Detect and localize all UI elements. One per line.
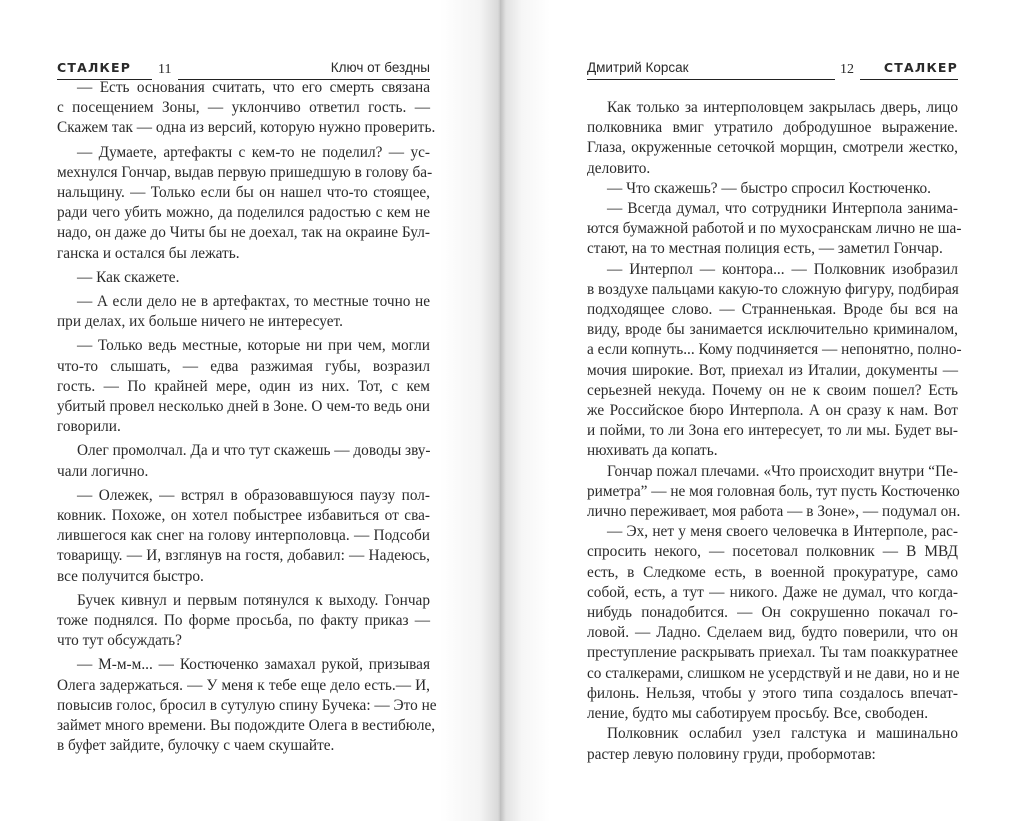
text-line: — А если дело не в артефактах, то местные точно не — [77, 293, 430, 311]
paragraph — [57, 292, 430, 332]
text-line: а если копнуть... Кому подчиняется — непонятно, полно- — [587, 341, 962, 359]
text-line: — Думаете, артефакты с кем-то не поделил? — ус- — [77, 143, 430, 161]
text-line: надо, он даже до Читы бы не доехал, так на окраине Бул- — [57, 224, 430, 242]
paragraph — [587, 179, 958, 199]
text-line: нибудь понадобится. — Он сокрушенно покачал го- — [587, 604, 958, 622]
text-line: чали логично. — [57, 462, 149, 480]
series-title: СТАЛКЕР — [860, 59, 958, 80]
page-number: 12 — [840, 62, 854, 77]
text-line: — Всегда думал, что сотрудники Интерпола занима- — [607, 200, 958, 218]
text-line: стают, на то местная полиция есть, — заметил Гончар. — [587, 240, 943, 258]
text-line: все получится быстро. — [57, 567, 204, 585]
text-line: растер левую половину груди, пробормотав: — [587, 745, 876, 763]
text-line: ради чего убить можно, да поделился радостью с кем не — [57, 204, 430, 222]
paragraph — [587, 260, 962, 462]
paragraph — [57, 336, 430, 437]
text-line: при делах, их больше ничего не интересует. — [57, 313, 343, 331]
paragraph — [587, 199, 962, 260]
text-line: мочия широкие. Вот, приехал из Италии, документы — — [587, 361, 958, 379]
paragraph — [57, 268, 430, 288]
paragraph — [57, 655, 437, 756]
right-page — [500, 0, 1015, 821]
text-line: — М-м-м... — Костюченко замахал рукой, призывая — [77, 656, 430, 674]
text-line: нюхивать да копать. — [587, 442, 718, 460]
text-line: — Что скажешь? — быстро спросил Костюченко. — [607, 179, 931, 197]
page-number: 11 — [158, 62, 172, 77]
paragraph — [57, 143, 433, 264]
left-page — [0, 0, 500, 821]
text-line: подходящее слово. — Странненькая. Вроде бы вся на — [587, 301, 958, 319]
author-name: Дмитрий Корсак — [587, 59, 835, 80]
text-line: с посещением Зоны, — уклончиво ответил гость. — — [57, 99, 430, 117]
text-line: виду, вроде бы занимается исключительно криминалом, — [587, 321, 958, 339]
text-line: убитый провел несколько дней в Зоне. О чем-то ведь они — [57, 398, 430, 416]
text-line: ловой. — Ладно. Сделаем вид, будто поверили, что он — [587, 624, 958, 642]
text-line: тоже поднялся. По форме просьба, по факту приказ — — [57, 612, 430, 630]
text-line: что-то слышать, — едва разжимая губы, возразил — [57, 357, 430, 375]
paragraph — [587, 98, 958, 179]
page-text — [57, 78, 437, 761]
paragraph — [587, 522, 958, 724]
text-line: же Российское бюро Интерпола. А он сразу к нам. Вот — [587, 402, 958, 420]
text-line: филонь. Нельзя, чтобы у этого типа создалось впечат- — [587, 684, 958, 702]
text-line: в воздухе пальцами какую-то сложную фигуру, подбирая — [587, 280, 959, 298]
text-line: и пойми, то ли Зона его интересует, то ли мы. Будет вы- — [587, 422, 958, 440]
text-line: со сталкерами, слишком не усердствуй и не дави, но и не — [587, 664, 960, 682]
paragraph — [57, 78, 436, 139]
text-line: товарищу. — И, взглянув на гостя, добавил: — Надеюсь, — [57, 547, 430, 565]
text-line: есть, в Следкоме есть, в военной прокуратуре, само — [587, 563, 958, 581]
text-line: собой, есть, а тут — никого. Даже не думал, что когда- — [587, 583, 958, 601]
text-line: Глаза, окруженные сеточкой морщин, смотрели жестко, — [587, 139, 958, 157]
paragraph — [57, 441, 430, 481]
series-title: СТАЛКЕР — [57, 59, 152, 80]
text-line: ление, будто мы саботируем просьбу. Все, свободен. — [587, 705, 929, 723]
text-line: спросить некого, — посетовал полковник — В МВД — [587, 543, 958, 561]
text-line: говорили. — [57, 418, 121, 436]
page-text — [587, 98, 962, 765]
text-line: Скажем так — одна из версий, которую нужно проверить. — [57, 119, 436, 137]
text-line: лившегося как снег на голову интерполовца. — Подсоби — [57, 527, 430, 545]
text-line: полковника вмиг утратило добродушное выражение. — [587, 119, 958, 137]
text-line: мехнулся Гончар, выдав первую пришедшую в голову ба- — [57, 163, 433, 181]
text-line: ганска и остался бы лежать. — [57, 244, 240, 262]
text-line: Олега задержаться. — У меня к тебе еще дело есть.— И, — [57, 676, 430, 694]
book-title: Ключ от бездны — [178, 59, 430, 80]
text-line: нальщину. — Только если бы он нашел что-то стоящее, — [57, 184, 430, 202]
text-line: гость. — По крайней мере, один из них. Тот, с кем — [57, 377, 430, 395]
text-line: что тут обсуждать? — [57, 632, 182, 650]
paragraph — [57, 486, 430, 587]
text-line: повысив голос, бросил в сутулую спину Бучека: — Это не — [57, 696, 437, 714]
text-line: — Только ведь местные, которые ни при чем, могли — [77, 337, 430, 355]
text-line: лично переживает, моя работа — в Зоне», — подумал он. — [587, 503, 961, 521]
text-line: — Как скажете. — [77, 268, 180, 286]
text-line: — Интерпол — контора... — Полковник изобразил — [607, 260, 958, 278]
text-line: — Олежек, — встрял в образовавшуюся паузу пол- — [77, 486, 430, 504]
text-line: Полковник ослабил узел галстука и машинально — [607, 725, 958, 743]
text-line: Олег промолчал. Да и что тут скажешь — доводы зву- — [77, 442, 431, 460]
text-line: Как только за интерполовцем закрылась дверь, лицо — [607, 99, 958, 116]
text-line: преступление раскрывать приехал. Ты там поаккуратнее — [587, 644, 958, 662]
text-line: деловито. — [587, 159, 651, 177]
text-line: Гончар пожал плечами. «Что происходит внутри “Пе- — [607, 462, 958, 480]
text-line: ются бумажной работой и по мухосранскам лично не ша- — [587, 220, 962, 238]
text-line: — Есть основания считать, что его смерть связана — [77, 79, 430, 96]
text-line: серьезней некуда. Почему он не к своим пошел? Есть — [587, 381, 958, 399]
text-line: займет много времени. Вы подождите Олега в вестибюле, — [57, 717, 436, 735]
text-line: ковник. Похоже, он хотел побыстрее избавиться от сва- — [57, 507, 430, 525]
paragraph — [57, 591, 430, 652]
text-line: — Эх, нет у меня своего человечка в Интерполе, рас- — [607, 523, 958, 541]
text-line: в буфет зайдите, булочку с чаем скушайте. — [57, 737, 335, 755]
paragraph — [587, 462, 961, 523]
paragraph — [587, 724, 958, 764]
text-line: риметра” — не моя головная боль, тут пусть Костюченко — [587, 482, 960, 500]
text-line: Бучек кивнул и первым потянулся к выходу. Гончар — [77, 591, 430, 609]
